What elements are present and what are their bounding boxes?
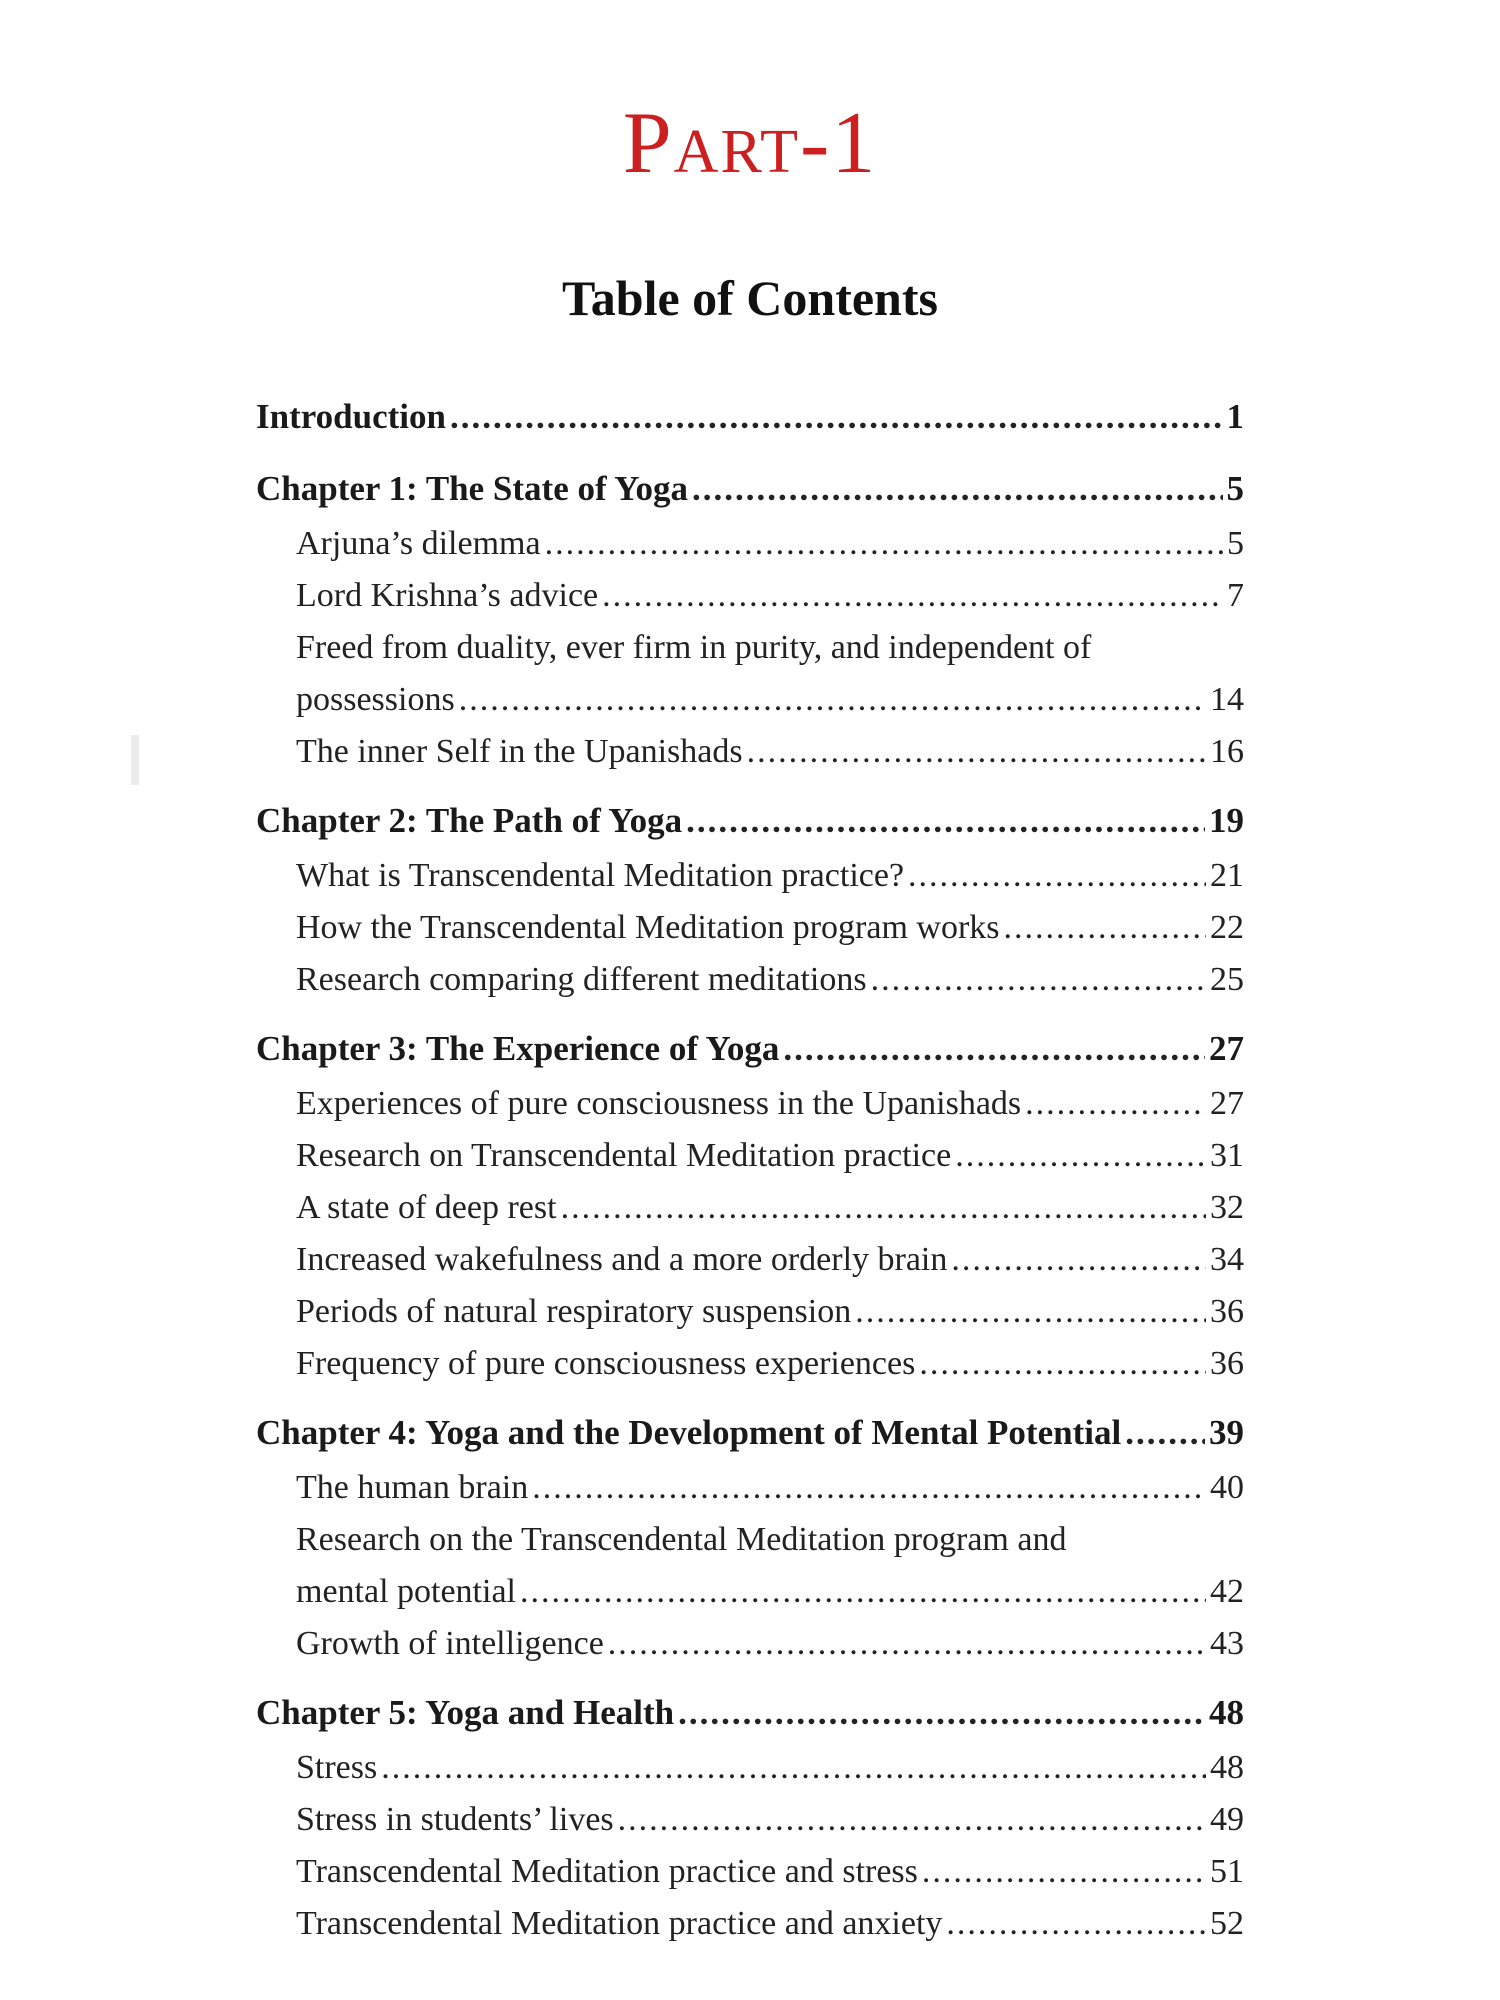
toc-subentry-title: Experiences of pure consciousness in the Upanishads [296,1085,1022,1122]
toc-subentry-title: Transcendental Meditation practice and anxiety [296,1905,943,1942]
toc-chapter-title: Chapter 4: Yoga and the Development of Mental Potential [256,1413,1122,1452]
toc-page-number: 52 [1210,1905,1244,1942]
dot-leader [919,1338,1206,1390]
toc-subentry-title: A state of deep rest [296,1189,557,1226]
toc-section [256,792,1244,1006]
toc-subentry-title: How the Transcendental Meditation program works [296,909,1000,946]
part-title-text: Part-1 [622,95,878,192]
toc-page-number: 5 [1226,469,1244,508]
dot-leader [1025,1078,1206,1130]
dot-leader [871,954,1206,1006]
toc-page-number: 21 [1210,857,1244,894]
toc-subentry-title: Research comparing different meditations [296,961,867,998]
toc-page-number: 34 [1210,1241,1244,1278]
toc-page-number: 48 [1210,1749,1244,1786]
toc-page-number: 27 [1209,1029,1244,1068]
toc-page-number: 27 [1210,1085,1244,1122]
toc-chapter-entry[interactable] [256,1020,1244,1078]
toc-subentry[interactable] [256,1794,1244,1846]
toc-chapter-entry[interactable] [256,460,1244,518]
toc-subentry[interactable] [256,1742,1244,1794]
toc-page-number: 36 [1210,1345,1244,1382]
dot-leader [783,1020,1205,1078]
toc-section [256,1404,1244,1670]
toc-subentry-title: possessions [296,681,455,718]
toc-subentry[interactable] [256,850,1244,902]
toc-chapter-title: Introduction [256,397,446,436]
toc-subentry-title: The inner Self in the Upanishads [296,733,743,770]
dot-leader [908,850,1206,902]
toc-subentry[interactable] [256,902,1244,954]
dot-leader [532,1462,1206,1514]
toc-page-number: 32 [1210,1189,1244,1226]
toc-subentry[interactable] [256,726,1244,778]
toc-page-number: 42 [1210,1573,1244,1610]
dot-leader [618,1794,1206,1846]
toc-chapter-entry[interactable] [256,1684,1244,1742]
toc-page-number: 51 [1210,1853,1244,1890]
dot-leader [678,1684,1205,1742]
dot-leader [608,1618,1206,1670]
toc-subentry-title: Periods of natural respiratory suspension [296,1293,852,1330]
toc-subentry[interactable] [256,1182,1244,1234]
toc-page-number: 7 [1227,577,1244,614]
toc-subentry-title: Growth of intelligence [296,1625,604,1662]
toc-subentry[interactable] [256,518,1244,570]
toc-subentry-title: The human brain [296,1469,529,1506]
toc-chapter-title: Chapter 1: The State of Yoga [256,469,688,508]
dot-leader [686,792,1205,850]
toc-subentry[interactable] [256,1078,1244,1130]
toc-subentry-title-line: Research on the Transcendental Meditation program and [296,1521,1067,1558]
toc-page-number: 19 [1209,801,1244,840]
dot-leader [450,388,1223,446]
toc-subentry[interactable] [256,1286,1244,1338]
toc-section [256,1020,1244,1390]
table-of-contents [256,388,1244,1964]
part-title [0,95,1500,192]
toc-section [256,460,1244,778]
toc-subentry-title: Transcendental Meditation practice and stress [296,1853,918,1890]
dot-leader [561,1182,1206,1234]
toc-chapter-entry[interactable] [256,388,1244,446]
toc-subentry-title: Lord Krishna’s advice [296,577,599,614]
toc-heading: Table of Contents [562,270,938,326]
toc-page-number: 31 [1210,1137,1244,1174]
toc-page-number: 25 [1210,961,1244,998]
toc-subentry-title: Stress in students’ lives [296,1801,614,1838]
toc-subentry-title: Arjuna’s dilemma [296,525,541,562]
toc-page-number: 1 [1226,397,1244,436]
dot-leader [855,1286,1206,1338]
dot-leader [520,1566,1206,1618]
dot-leader [602,570,1223,622]
toc-subentry[interactable] [256,1566,1244,1618]
toc-subentry-title: Frequency of pure consciousness experiences [296,1345,916,1382]
toc-page-number: 43 [1210,1625,1244,1662]
toc-page-number: 16 [1210,733,1244,770]
toc-subentry-title: mental potential [296,1573,516,1610]
toc-page-number: 40 [1210,1469,1244,1506]
toc-subentry-title: Increased wakefulness and a more orderly brain [296,1241,948,1278]
toc-page-number: 36 [1210,1293,1244,1330]
scan-margin-mark [131,735,139,785]
toc-section [256,388,1244,446]
dot-leader [459,674,1206,726]
toc-page-number: 48 [1209,1693,1244,1732]
toc-page-number: 5 [1227,525,1244,562]
toc-subentry[interactable] [256,1462,1244,1514]
dot-leader [381,1742,1206,1794]
toc-subentry[interactable] [256,1130,1244,1182]
toc-page-number: 22 [1210,909,1244,946]
toc-subentry[interactable] [256,1618,1244,1670]
toc-subentry-title-line: Freed from duality, ever firm in purity, and independent of [296,629,1092,666]
toc-chapter-entry[interactable] [256,792,1244,850]
dot-leader [955,1130,1206,1182]
toc-page-number: 49 [1210,1801,1244,1838]
dot-leader [747,726,1206,778]
dot-leader [1125,1404,1205,1462]
toc-subentry[interactable] [256,674,1244,726]
toc-page-number: 14 [1210,681,1244,718]
toc-subentry-title: Research on Transcendental Meditation practice [296,1137,952,1174]
toc-section [256,1684,1244,1950]
toc-subentry-title: What is Transcendental Meditation practice? [296,857,905,894]
dot-leader [545,518,1223,570]
toc-page-number: 39 [1209,1413,1244,1452]
toc-subentry[interactable] [256,1898,1244,1950]
toc-chapter-title: Chapter 2: The Path of Yoga [256,801,683,840]
dot-leader [1004,902,1207,954]
toc-subentry[interactable] [256,1338,1244,1390]
toc-subentry[interactable] [256,1234,1244,1286]
toc-subentry[interactable] [256,570,1244,622]
toc-chapter-title: Chapter 3: The Experience of Yoga [256,1029,780,1068]
toc-subentry[interactable] [256,954,1244,1006]
toc-chapter-title: Chapter 5: Yoga and Health [256,1693,675,1732]
dot-leader [692,460,1223,518]
toc-chapter-entry[interactable] [256,1404,1244,1462]
dot-leader [946,1898,1206,1950]
dot-leader [951,1234,1206,1286]
toc-subentry-title: Stress [296,1749,378,1786]
toc-subentry[interactable] [256,1846,1244,1898]
dot-leader [922,1846,1206,1898]
